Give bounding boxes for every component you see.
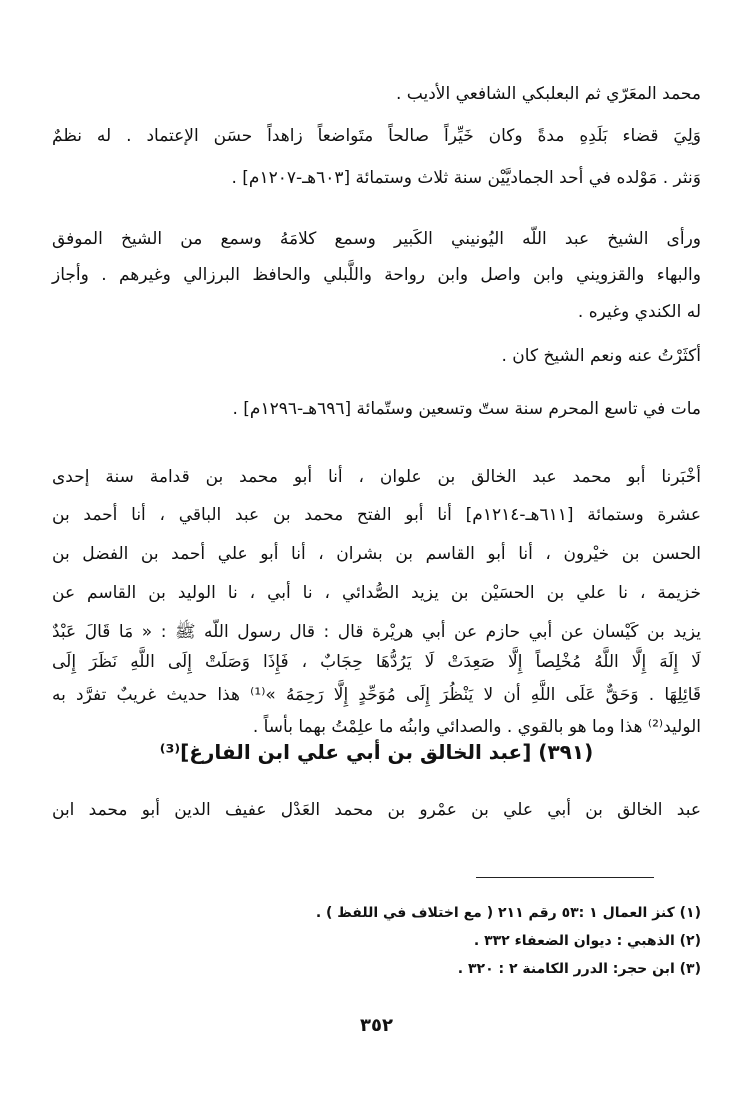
body-line-14: لَا إِلَهَ إِلَّا اللَّهُ مُخْلِصاً إِلَّا صَعِدَتْ لَا يَرُدُّهَا حِجَابٌ ، فَإِذَا وَصَلَتْ إِلَى اللَّهِ نَظَرَ إِلَى <box>52 652 701 672</box>
body-line-10: عشرة وستمائة [٦١١هـ-١٢١٤م] أنا أبو الفتح محمد بن عبد الباقي ، أنا أحمد بن <box>52 505 701 525</box>
body-line-16: الوليد⁽²⁾ هذا وما هو بالقوي . والصدائي وابنُه ما علِمْتُ بهما بأساً . <box>252 717 701 737</box>
footnote-2: (٢) الذهبي : ديوان الضعفاء ٣٣٢ . <box>473 933 701 949</box>
body-line-8: مات في تاسع المحرم سنة ستّ وتسعين وستّمائة [٦٩٦هـ-١٢٩٦م] . <box>232 399 701 419</box>
footnote-3: (٣) ابن حجر: الدرر الكامنة ٢ : ٣٢٠ . <box>457 961 701 977</box>
entry-first-line: عبد الخالق بن أبي علي بن عمْرو بن محمد العَدْل عفيف الدين أبو محمد ابن <box>52 800 701 820</box>
body-line-7: أكثَرْتُ عنه ونعم الشيخ كان . <box>501 346 701 366</box>
body-line-3: وَنثر . مَوْلده في أحد الجماديَّيْن سنة ثلاث وستمائة [٦٠٣هـ-١٢٠٧م] . <box>231 168 701 188</box>
body-line-9: أخْبَرنا أبو محمد عبد الخالق بن علوان ، أنا أبو محمد بن قدامة سنة إحدى <box>52 467 701 487</box>
footnote-1: (١) كنز العمال ١ :٥٣ رقم ٢١١ ( مع اختلاف في اللفظ ) . <box>315 905 701 921</box>
body-line-1: محمد المعَرّي ثم البعلبكي الشافعي الأديب . <box>395 84 701 104</box>
body-line-5: والبهاء والقزويني وابن واصل وابن رواحة واللَّبلي والحافظ البرزالي وغيرهم . وأجاز <box>52 265 701 285</box>
body-line-2: وَلِيَ قضاء بَلَدِهِ مدةً وكان خَيِّراً صالحاً متَواضعاً زاهداً حسَن الإعتماد . له نظمٌ <box>52 126 701 146</box>
body-line-12: خزيمة ، نا علي بن الحسَيْن بن يزيد الصُّدائي ، نا أبي ، نا الوليد بن القاسم عن <box>52 583 701 603</box>
body-line-4: ورأى الشيخ عبد اللّه اليُونيني الكَبير وسمع كلامَهُ وسمع من الشيخ الموفق <box>52 229 701 249</box>
body-line-6: له الكندي وغيره . <box>577 302 701 322</box>
body-line-15: قَائِلِهَا . وَحَقٌّ عَلَى اللَّهِ أن لا يَنْظُرَ إِلَى مُوَحِّدٍ إِلَّا رَحِمَهُ »⁽¹⁾ هذا حديث غريبٌ تفرَّد به <box>52 685 702 705</box>
footnote-separator <box>476 877 654 878</box>
entry-heading: (٣٩١) [عبد الخالق بن أبي علي ابن الفارغ]⁽³⁾ <box>159 740 594 764</box>
body-line-11: الحسن بن خيْرون ، أنا أبو القاسم بن بشران ، أنا أبو علي أحمد بن الفضل بن <box>52 544 701 564</box>
body-line-13: يزيد بن كَيْسان عن أبي حازم عن أبي هريْرة قال : قال رسول اللّه ﷺ : « مَا قَالَ عَبْدٌ <box>52 622 701 642</box>
page-number: ٣٥٢ <box>360 1015 393 1036</box>
